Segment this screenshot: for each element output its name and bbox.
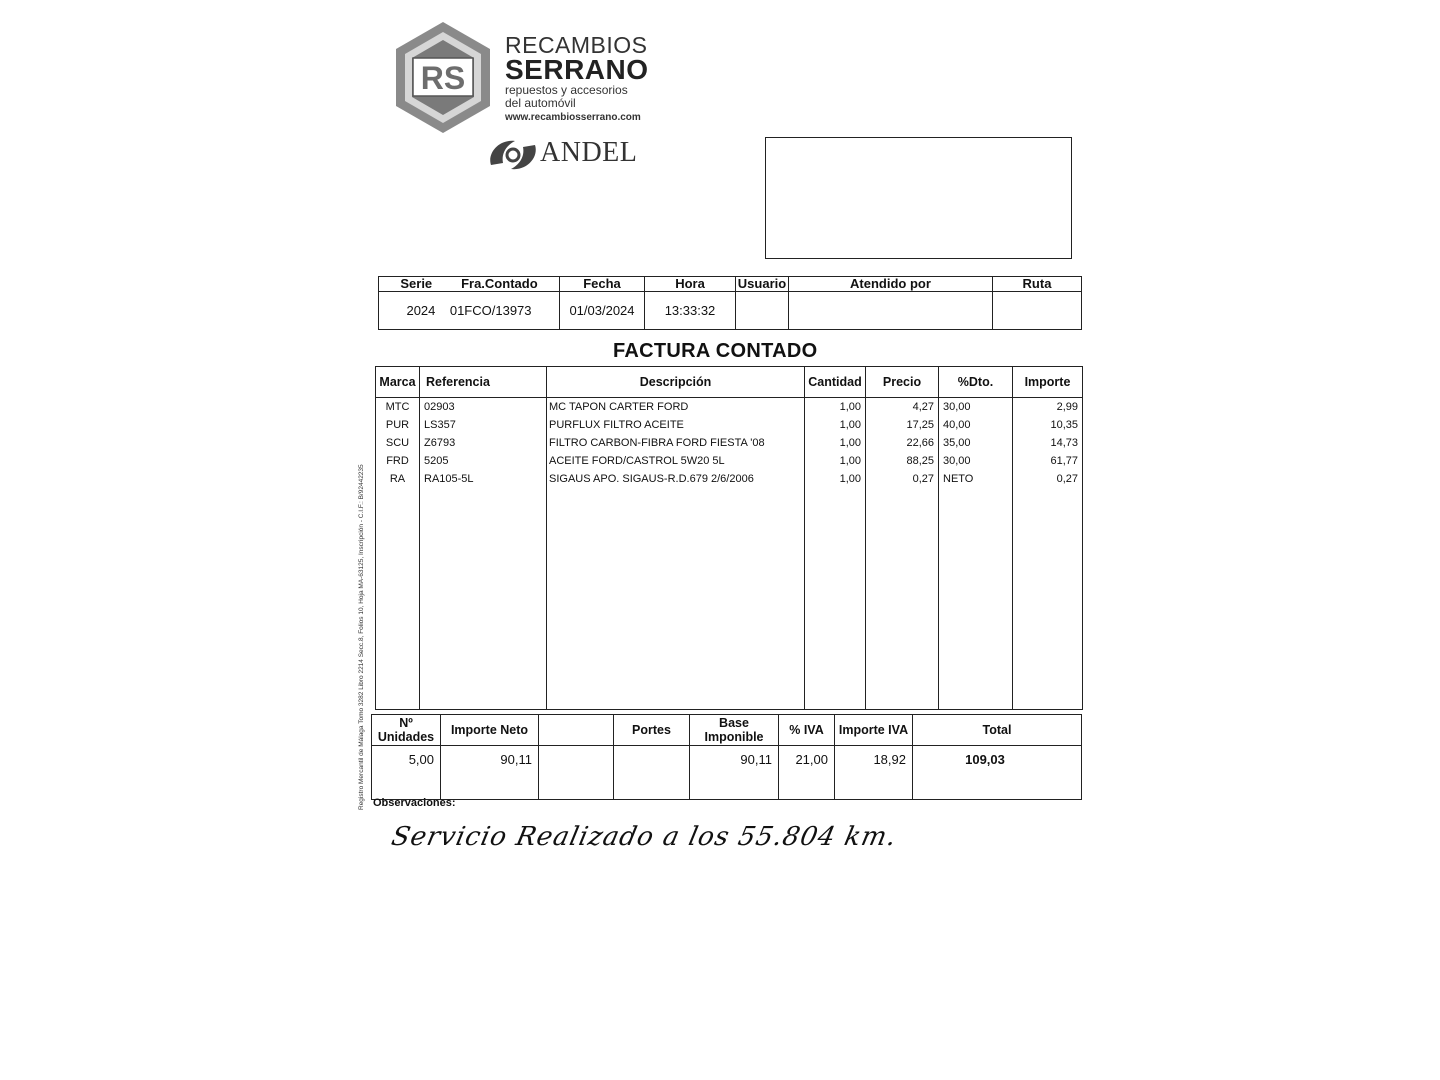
company-tagline-line2: del automóvil xyxy=(505,96,576,110)
col-descripcion: Descripción xyxy=(547,367,805,398)
header-hora-label: Hora xyxy=(645,277,736,292)
header-fecha-label: Fecha xyxy=(560,277,645,292)
header-hora-value: 13:33:32 xyxy=(645,292,736,330)
totals-value-row xyxy=(372,746,1082,800)
invoice-lines-table xyxy=(375,366,1083,710)
header-usuario-value xyxy=(736,292,789,330)
cell-referencia: RA105-5L xyxy=(420,470,547,488)
andel-logo-icon xyxy=(485,135,541,175)
cell-cantidad: 1,00 xyxy=(805,434,866,452)
invoice-title: FACTURA CONTADO xyxy=(613,340,818,362)
invoice-totals-table xyxy=(371,714,1082,800)
cell-referencia: Z6793 xyxy=(420,434,547,452)
cell-marca: SCU xyxy=(376,434,420,452)
cell-dto: 30,00 xyxy=(939,398,1013,417)
col-precio: Precio xyxy=(866,367,939,398)
observaciones-label: Observaciones: xyxy=(373,797,456,809)
company-tagline-line1: repuestos y accesorios xyxy=(505,83,628,97)
registry-note: Registro Mercantil de Málaga Tomo 3282 Libro 2214 Secc.8, Folios 10, Hoja MA-63125, Inscripción - C.I.F.: B/92442235 xyxy=(358,464,365,810)
cell-importe: 10,35 xyxy=(1013,416,1083,434)
totals-blank-label xyxy=(539,715,614,746)
cell-descripcion: ACEITE FORD/CASTROL 5W20 5L xyxy=(547,452,805,470)
totals-base-value: 90,11 xyxy=(690,746,779,800)
totals-iva-pct-value: 21,00 xyxy=(779,746,835,800)
company-logo xyxy=(393,20,493,135)
header-numero-value: 01FCO/13973 xyxy=(449,303,532,318)
header-numero-label: Fra.Contado xyxy=(461,276,538,291)
cell-descripcion: FILTRO CARBON-FIBRA FORD FIESTA '08 xyxy=(547,434,805,452)
cell-importe: 2,99 xyxy=(1013,398,1083,417)
cell-precio: 4,27 xyxy=(866,398,939,417)
cell-marca: RA xyxy=(376,470,420,488)
col-importe: Importe xyxy=(1013,367,1083,398)
col-marca: Marca xyxy=(376,367,420,398)
cell-descripcion: PURFLUX FILTRO ACEITE xyxy=(547,416,805,434)
totals-iva-pct-label: % IVA xyxy=(779,715,835,746)
header-ruta-label: Ruta xyxy=(993,277,1082,292)
cell-precio: 17,25 xyxy=(866,416,939,434)
cell-referencia: 5205 xyxy=(420,452,547,470)
totals-unidades-label: Nº Unidades xyxy=(372,715,441,746)
cell-precio: 22,66 xyxy=(866,434,939,452)
table-filler-row xyxy=(376,488,1083,710)
totals-portes-value xyxy=(614,746,690,800)
totals-iva-value: 18,92 xyxy=(835,746,913,800)
cell-descripcion: MC TAPON CARTER FORD xyxy=(547,398,805,417)
cell-precio: 88,25 xyxy=(866,452,939,470)
col-referencia: Referencia xyxy=(420,367,547,398)
header-serie-numero-value xyxy=(379,292,560,330)
table-row xyxy=(376,434,1083,452)
cell-marca: PUR xyxy=(376,416,420,434)
cell-importe: 61,77 xyxy=(1013,452,1083,470)
lines-header-row xyxy=(376,367,1083,398)
cell-marca: MTC xyxy=(376,398,420,417)
header-usuario-label: Usuario xyxy=(736,277,789,292)
table-row xyxy=(376,452,1083,470)
cell-precio: 0,27 xyxy=(866,470,939,488)
partner-brand: ANDEL xyxy=(540,137,638,168)
totals-total-value: 109,03 xyxy=(913,746,1082,800)
header-serie-value: 2024 xyxy=(406,303,436,318)
totals-unidades-value: 5,00 xyxy=(372,746,441,800)
totals-iva-label: Importe IVA xyxy=(835,715,913,746)
header-serie-label: Serie xyxy=(400,276,433,291)
cell-importe: 0,27 xyxy=(1013,470,1083,488)
cell-referencia: 02903 xyxy=(420,398,547,417)
cell-cantidad: 1,00 xyxy=(805,416,866,434)
header-atendido-label: Atendido por xyxy=(789,277,993,292)
company-name-line2: SERRANO xyxy=(505,54,649,85)
cell-dto: NETO xyxy=(939,470,1013,488)
cell-cantidad: 1,00 xyxy=(805,398,866,417)
totals-header-row xyxy=(372,715,1082,746)
table-row xyxy=(376,470,1083,488)
cell-referencia: LS357 xyxy=(420,416,547,434)
logo-letters: RS xyxy=(420,60,466,96)
cell-dto: 30,00 xyxy=(939,452,1013,470)
company-name-line1: RECAMBIOS xyxy=(505,32,648,58)
totals-neto-label: Importe Neto xyxy=(441,715,539,746)
header-fecha-value: 01/03/2024 xyxy=(560,292,645,330)
totals-blank-value xyxy=(539,746,614,800)
observaciones-handwritten: Servicio Realizado a los 55.804 km. xyxy=(388,822,900,852)
cell-dto: 40,00 xyxy=(939,416,1013,434)
cell-marca: FRD xyxy=(376,452,420,470)
company-website: www.recambiosserrano.com xyxy=(505,112,641,123)
header-atendido-value xyxy=(789,292,993,330)
cell-descripcion: SIGAUS APO. SIGAUS-R.D.679 2/6/2006 xyxy=(547,470,805,488)
col-dto: %Dto. xyxy=(939,367,1013,398)
table-row xyxy=(376,398,1083,417)
header-ruta-value xyxy=(993,292,1082,330)
cell-cantidad: 1,00 xyxy=(805,452,866,470)
cell-dto: 35,00 xyxy=(939,434,1013,452)
invoice-header-table xyxy=(378,276,1082,330)
cell-importe: 14,73 xyxy=(1013,434,1083,452)
header-serie-numero-label xyxy=(379,277,560,292)
table-row xyxy=(376,416,1083,434)
totals-portes-label: Portes xyxy=(614,715,690,746)
totals-base-label: Base Imponible xyxy=(690,715,779,746)
cell-cantidad: 1,00 xyxy=(805,470,866,488)
col-cantidad: Cantidad xyxy=(805,367,866,398)
totals-neto-value: 90,11 xyxy=(441,746,539,800)
totals-total-label: Total xyxy=(913,715,1082,746)
customer-address-box xyxy=(765,137,1072,259)
